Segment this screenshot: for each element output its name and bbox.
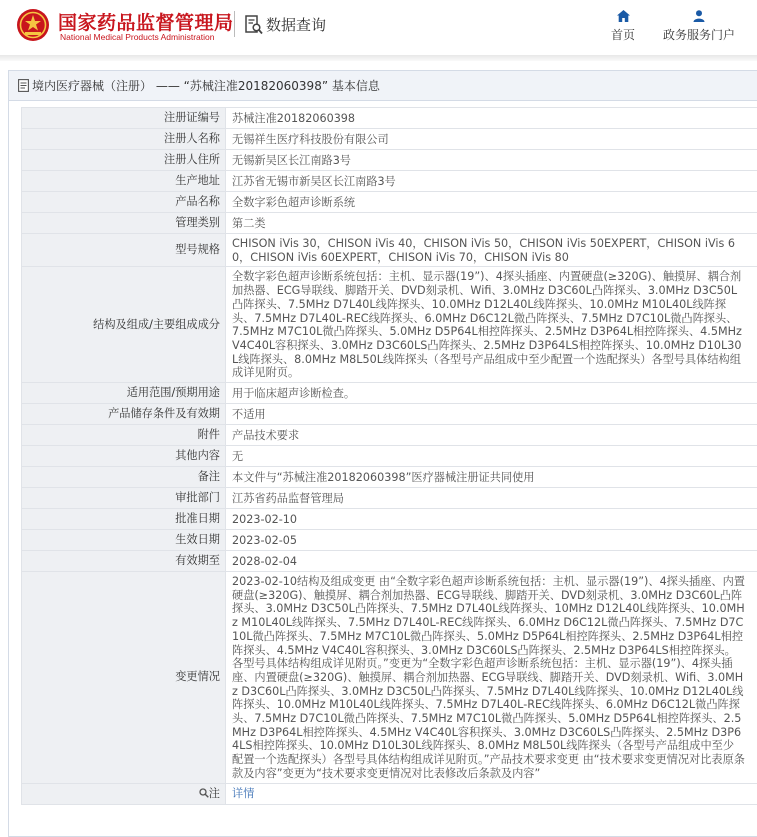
- field-label: 型号规格: [22, 234, 226, 267]
- table-row: [22, 551, 757, 572]
- field-label: 变更情况: [22, 572, 226, 784]
- field-label: 产品名称: [22, 192, 226, 213]
- table-row: [22, 446, 757, 467]
- record-panel: [8, 70, 757, 837]
- field-label: 产品储存条件及有效期: [22, 404, 226, 425]
- field-label: 管理类别: [22, 213, 226, 234]
- field-value: 苏械注准20182060398: [226, 108, 757, 129]
- field-value: 无锡新吴区长江南路3号: [226, 150, 757, 171]
- field-label: 适用范围/预期用途: [22, 383, 226, 404]
- note-label: 注: [208, 786, 220, 800]
- table-row: [22, 530, 757, 551]
- brand-divider: [234, 11, 235, 37]
- field-value: 2023-02-10结构及组成变更 由“全数字彩色超声诊断系统包括：主机、显示器(19”)、4探头插座、内置硬盘(≥320G)、触摸屏、耦合剂加热器、ECG导联线、脚踏开关、DVD刻录机、3.0MHz D3C60L凸阵探头、3.0MHz D3C50L凸阵探头、7.5MHz D7L40L线阵探头、10MHz D12L40L线阵探头、10.0MHz M10L40L线阵探头、7.5MHz D7L40L-REC线阵探头、6.0MHz D6C12L微凸阵探头、7.5MHz D7C10L微凸阵探头、7.5MHz M7C10L微凸阵探头、5.0MHz D5P64L相控阵探头、2.5MHz D3P64L相控阵探头、4.5MHz V4C40L容积探头、3.0MHz D3C60LS凸阵探头、2.5MHz D3P64LS相控阵探头。各型号具体结构组成详见附页。”变更为“全数字彩色超声诊断系统包括：主机、显示器(19”)、4探头插座、内置硬盘(≥320G)、触摸屏、耦合剂加热器、ECG导联线、脚踏开关、DVD刻录机、Wifi、3.0MHz D3C60L凸阵探头、3.0MHz D3C50L凸阵探头、7.5MHz D7L40L线阵探头、10.0MHz D12L40L线阵探头、10.0MHz M10L40L线阵探头、7.5MHz D7L40L-REC线阵探头、6.0MHz D6C12L微凸阵探头、7.5MHz D7C10L微凸阵探头、7.5MHz M7C10L微凸阵探头、5.0MHz D5P64L相控阵探头、2.5MHz D3P64L相控阵探头、4.5MHz V4C40L容积探头、3.0MHz D3C60LS凸阵探头、2.5MHz D3P64LS相控阵探头、10.0MHz D10L30L线阵探头、8.0MHz M8L50L线阵探头（各型号产品组成中至少配置一个选配探头）各型号具体结构组成详见附页。”产品技术要求变更 由“技术要求变更情况对比表原条款及内容”变更为“技术要求变更情况对比表修改后条款及内容”: [226, 572, 757, 784]
- home-icon: [617, 10, 630, 22]
- table-row: [22, 783, 757, 804]
- field-label: 备注: [22, 467, 226, 488]
- nav-gov-portal-label: 政务服务门户: [662, 28, 735, 42]
- field-value: 江苏省无锡市新吴区长江南路3号: [226, 171, 757, 192]
- panel-title-bar: [9, 71, 757, 101]
- org-name-en: National Medical Products Administration: [60, 32, 215, 42]
- field-value: 江苏省药品监督管理局: [226, 488, 757, 509]
- field-label: 批准日期: [22, 509, 226, 530]
- field-value: 2023-02-05: [226, 530, 757, 551]
- field-label: 其他内容: [22, 446, 226, 467]
- field-label: [22, 783, 226, 804]
- table-row: [22, 488, 757, 509]
- data-query-logo[interactable]: [245, 14, 326, 35]
- record-table: [21, 107, 757, 805]
- data-query-title: 数据查询: [266, 16, 327, 34]
- field-label: 注册人名称: [22, 129, 226, 150]
- national-emblem-icon: [16, 8, 50, 42]
- field-value: 全数字彩色超声诊断系统包括：主机、显示器(19”)、4探头插座、内置硬盘(≥320G)、触摸屏、耦合剂加热器、ECG导联线、脚踏开关、DVD刻录机、Wifi、3.0MHz D3C60L凸阵探头、3.0MHz D3C50L凸阵探头、7.5MHz D7L40L线阵探头、10.0MHz D12L40L线阵探头、10.0MHz M10L40L线阵探头、7.5MHz D7L40L-REC线阵探头、6.0MHz D6C12L微凸阵探头、7.5MHz D7C10L微凸阵探头、7.5MHz M7C10L微凸阵探头、5.0MHz D5P64L相控阵探头、2.5MHz D3P64L相控阵探头、4.5MHz V4C40L容积探头、3.0MHz D3C60LS凸阵探头、2.5MHz D3P64LS相控阵探头、10.0MHz D10L30L线阵探头、8.0MHz M8L50L线阵探头（各型号产品组成中至少配置一个选配探头）各型号具体结构组成详见附页。: [226, 267, 757, 383]
- nav-home[interactable]: [606, 10, 640, 43]
- field-label: 审批部门: [22, 488, 226, 509]
- field-label: 注册人住所: [22, 150, 226, 171]
- field-value: 用于临床超声诊断检查。: [226, 383, 757, 404]
- table-row: [22, 192, 757, 213]
- header-shadow: [0, 55, 757, 61]
- table-row: [22, 171, 757, 192]
- field-value: 2023-02-10: [226, 509, 757, 530]
- document-icon: [18, 79, 29, 92]
- field-label: 附件: [22, 425, 226, 446]
- user-icon: [693, 10, 705, 22]
- field-value: 本文件与“苏械注准20182060398”医疗器械注册证共同使用: [226, 467, 757, 488]
- table-row: [22, 129, 757, 150]
- table-row: [22, 467, 757, 488]
- field-value: 第二类: [226, 213, 757, 234]
- table-row: [22, 108, 757, 129]
- table-row: [22, 509, 757, 530]
- table-row: [22, 213, 757, 234]
- site-header: [0, 0, 757, 55]
- nav-home-label: 首页: [610, 28, 635, 42]
- table-row: [22, 404, 757, 425]
- field-value: 全数字彩色超声诊断系统: [226, 192, 757, 213]
- nav-gov-portal[interactable]: [660, 10, 738, 43]
- field-label: 生效日期: [22, 530, 226, 551]
- field-value: 无锡祥生医疗科技股份有限公司: [226, 129, 757, 150]
- table-row: [22, 267, 757, 383]
- field-label: 生产地址: [22, 171, 226, 192]
- field-value: 2028-02-04: [226, 551, 757, 572]
- field-value: [226, 783, 757, 804]
- field-label: 注册证编号: [22, 108, 226, 129]
- panel-title: 境内医疗器械（注册） —— “苏械注准20182060398” 基本信息: [32, 79, 380, 93]
- org-name-cn: 国家药品监督管理局: [58, 12, 234, 34]
- table-row: [22, 572, 757, 784]
- table-row: [22, 150, 757, 171]
- field-label: 结构及组成/主要组成成分: [22, 267, 226, 383]
- field-label: 有效期至: [22, 551, 226, 572]
- field-value: 不适用: [226, 404, 757, 425]
- data-query-icon: [245, 15, 263, 35]
- field-value: CHISON iVis 30，CHISON iVis 40，CHISON iVis 50，CHISON iVis 50EXPERT，CHISON iVis 60，CHISON iVis 60EXPERT，CHISON iVis 70，CHISON iVis 80: [226, 234, 757, 267]
- table-row: [22, 234, 757, 267]
- details-link[interactable]: 详情: [232, 787, 255, 801]
- search-icon: [199, 788, 209, 798]
- field-value: 产品技术要求: [226, 425, 757, 446]
- table-row: [22, 383, 757, 404]
- field-value: 无: [226, 446, 757, 467]
- table-row: [22, 425, 757, 446]
